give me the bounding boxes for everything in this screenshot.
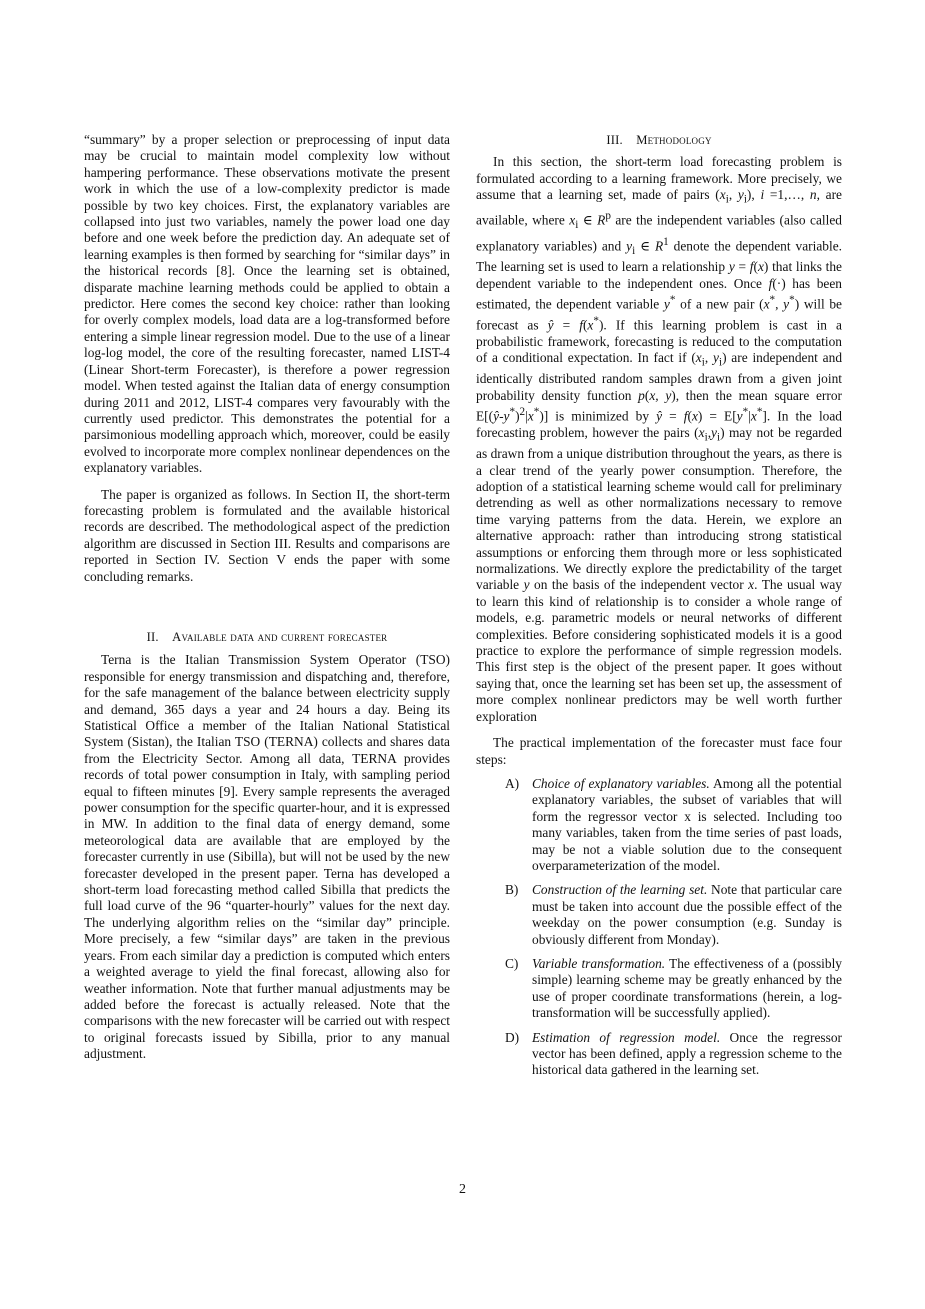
step-text: Among all the potential explanatory variables, the subset of variables that will form the regressor vector x is selected. Including too many variables, taken from the time series of past loads, may be not a viable solution due to the consequent overparameterization of the model. bbox=[532, 775, 843, 873]
section-3-title: Methodology bbox=[636, 133, 712, 147]
list-item bbox=[476, 956, 842, 1022]
section-2-number: II. bbox=[146, 629, 159, 644]
section-2-title: Available data and current forecaster bbox=[172, 629, 388, 644]
step-text: Once the regressor vector has been defined, apply a regression scheme to the historical data gathered in the learning set. bbox=[532, 1029, 842, 1078]
section-3-paragraph-2: The practical implementation of the forecaster must face four steps: bbox=[476, 735, 842, 767]
section-3-number: III. bbox=[606, 133, 623, 147]
step-label: D) bbox=[505, 1029, 520, 1045]
step-text: Note that particular care must be taken into account due the possible effect of the weekday on the power consumption (e.g. Sunday is obviously different from Monday). bbox=[532, 882, 843, 947]
list-item bbox=[476, 1030, 842, 1079]
step-title: Estimation of regression model. bbox=[532, 1029, 721, 1045]
step-label: B) bbox=[505, 882, 519, 898]
section-2-heading bbox=[84, 629, 450, 645]
list-item bbox=[476, 882, 842, 948]
step-label: A) bbox=[505, 775, 520, 791]
step-text: The effectiveness of a (possibly simple) learning scheme may be greatly enhanced by the use of proper coordinate transformations (herein, a log-transformation will be successfully applied). bbox=[532, 955, 842, 1021]
section-3-heading bbox=[476, 132, 842, 148]
organization-paragraph: The paper is organized as follows. In Section II, the short-term forecasting problem is formulated and the available historical records are described. The methodological aspect of the prediction algorithm are discussed in Section III. Results and comparisons are reported in Section IV. Section V ends the paper with some concluding remarks. bbox=[84, 486, 450, 584]
intro-paragraph: “summary” by a proper selection or preprocessing of input data may be crucial to maintain model complexity low without hampering performance. These observations motivate the present work in which the use of a low-complexity predictor is made possible by two key choices. First, the explanatory variables are collapsed into just two variables, namely the power load one day before and one week before the prediction day. An adequate set of learning examples is then formed by searching for “similar days” in the historical records [8]. Once the learning set is obtained, disparate machine learning methods could be applied to obtain a predictor. Here comes the second key choice: rather than looking for overly complex models, load data are a log-transformed before entering a simple linear regression model. Due to the use of a linear log-log model, the core of the resulting forecaster, named LIST-4 (Linear Short-term Forecaster), is therefore a power regression model. When tested against the Italian data of energy consumption during 2011 and 2012, LIST-4 compares very favourably with the currently used predictor. This demonstrates the potential for a parsimonious modelling approach which, moreover, could be easily evolved to incorporate more complex nonlinear dependences on the explanatory variables. bbox=[84, 132, 450, 476]
step-label: C) bbox=[505, 955, 519, 971]
page-number: 2 bbox=[459, 1182, 466, 1197]
step-title: Choice of explanatory variables. bbox=[532, 775, 710, 791]
right-column bbox=[476, 132, 842, 1087]
list-item bbox=[476, 776, 842, 874]
step-title: Variable transformation. bbox=[532, 955, 666, 971]
section-2-paragraph: Terna is the Italian Transmission System Operator (TSO) responsible for energy transmission and dispatching and, therefore, for the safe management of the balance between electricity supply and demand, 365 days a year and 24 hours a day. Being its Statistical Office a member of the Italian National Statistical System (Sistan), the Italian TSO (TERNA) collects and shares data from the Electricity Sector. Among all data, TERNA provides records of total power consumption in Italy, with sampling period equal to fifteen minutes [9]. Every sample represents the averaged power consumption for the specific quarter-hour, and it is expressed in MW. In addition to the final data of energy demand, some meteorological data are available that are employed by the forecaster currently in use (Sibilla), but will not be used by the new forecaster developed in the present paper. Terna has developed a short-term load forecasting method called Sibilla that predicts the full load curve of the 96 “quarter-hourly” values for the next day. The underlying algorithm relies on the “similar day” principle. More precisely, a few “similar days” are taken in the previous years. From each similar day a prediction is computed which enters a weighted average to yield the final forecast, allowing also for weather information. Note that further manual adjustments may be added before the forecast is actually released. Note that the comparisons with the new forecaster will be carried out with respect to original forecasts issued by Sibilla, prior to any manual adjustment. bbox=[84, 652, 450, 1062]
steps-list bbox=[476, 776, 842, 1079]
step-title: Construction of the learning set. bbox=[532, 882, 708, 898]
section-3-paragraph-1: In this section, the short-term load forecasting problem is formulated according to a learning framework. More precisely, we assume that a learning set, made of pairs ($x_i$, $y_i$), i =1,…, n, are available, where $x_i$ ∈ $R^p$ are the independent variables (also called explanatory variables) and $y_i$ ∈ $R^1$ denote the dependent variable. The learning set is used to learn a relationship y = f(x) that links the dependent variable to the independent ones. Once f(·) has been estimated, the dependent variable y* of a new pair (x*, y*) will be forecast as ŷ = f(x*). If this learning problem is cast in a probabilistic framework, forecasting is reduced to the computation of a conditional expectation. In fact if ($x_i$, $y_i$) are independent and identically distributed random samples drawn from a given joint probability density function p(x, y), then the mean square error E[(ŷ-y*)$^2$|x*)] is minimized by ŷ = f(x) = E[y*|x*]. In the load forecasting problem, however the pairs $(x_i,y_i)$ may not be regarded as drawn from a unique distribution throughout the years, as there is a clear trend of the yearly power consumption. Therefore, the adoption of a statistical learning scheme would call for preliminary detrending as well as other normalizations necessary to remove time varying patterns from the data. Herein, we explore an alternative approach: rather than introducing strong statistical assumptions or enforcing them through more or less sophisticated normalizations. We directly explore the predictability of the target variable y on the basis of the independent vector x. The usual way to learn this kind of relationship is to consider a whole range of models, e.g. parametric models or neural networks of different complexities. Before considering sophisticated models it is a good practice to explore the performance of simple regression models. This first step is the object of the present paper. It goes without saying that, once the learning set has been set up, the assessment of more complex nonlinear predictors may be well worth further exploration bbox=[476, 154, 843, 724]
left-column bbox=[84, 132, 450, 1063]
